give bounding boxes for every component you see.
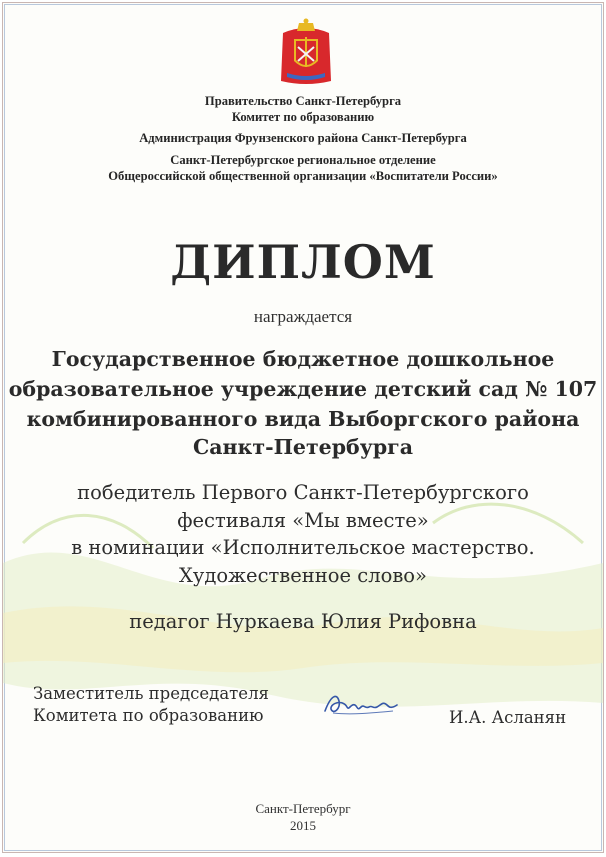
reason-line-1: победитель Первого Санкт-Петербургского [77,481,529,504]
header-government: Правительство Санкт-Петербурга [204,94,402,108]
organization-line-1: Государственное бюджетное дошкольное [51,347,555,371]
organization-line-3: комбинированного вида Выборгского района [26,407,580,431]
header-administration: Администрация Фрунзенского района Санкт-Петербурга [139,131,467,145]
diploma-page [2,2,604,853]
reason-line-3: в номинации «Исполнительское мастерство. [71,536,535,559]
reason-line-4: Художественное слово» [179,564,427,587]
reason-line-2: фестиваля «Мы вместе» [177,509,429,532]
header-committee: Комитет по образованию [231,110,375,124]
teacher-name: педагог Нуркаева Юлия Рифовна [129,610,477,633]
footer-year: 2015 [290,818,316,833]
header-regional-branch: Санкт-Петербургское региональное отделение [170,153,436,167]
diploma-title: ДИПЛОМ [170,235,436,289]
signer-position-line-2: Комитета по образованию [33,706,264,725]
header-organization: Общероссийской общественной организации «Воспитатели России» [108,169,498,183]
awarded-caption: награждается [253,307,353,326]
signer-position-line-1: Заместитель председателя [33,684,269,703]
handwritten-signature-icon [321,687,401,721]
st-petersburg-coat-of-arms-icon [277,17,335,87]
organization-line-2: образовательное учреждение детский сад № 107 [8,377,598,401]
signer-name: И.А. Асланян [449,708,567,727]
organization-line-4: Санкт-Петербурга [192,435,414,459]
footer-city: Санкт-Петербург [255,801,351,816]
